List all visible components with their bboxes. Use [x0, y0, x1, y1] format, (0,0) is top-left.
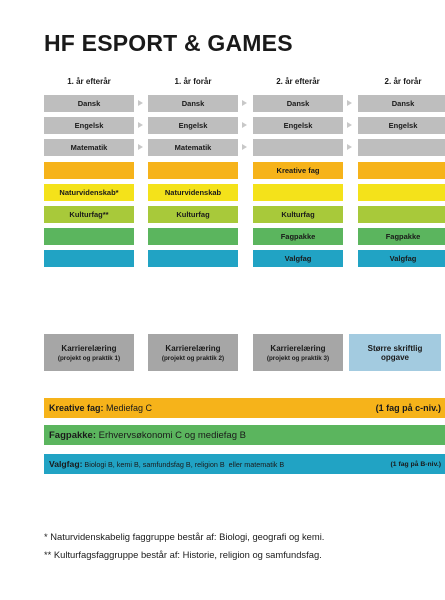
- column-header-3: 2. år efterår: [276, 77, 320, 86]
- cell-kulturfag-col4: [358, 206, 445, 223]
- arrow-icon: [138, 100, 143, 106]
- karrierelaering-box-3: [253, 334, 343, 371]
- arrow-icon: [242, 189, 247, 195]
- arrow-icon: [347, 144, 352, 150]
- arrow-icon: [242, 255, 247, 261]
- cell-matematik-col1: Matematik: [44, 139, 134, 156]
- valgfag-text: Biologi B, kemi B, samfundsfag B, religion B eller matematik B: [82, 459, 285, 469]
- cell-engelsk-col4: Engelsk: [358, 117, 445, 134]
- kreative-fag-label: Kreative fag:: [49, 403, 104, 413]
- karrierelaering-box-2: [148, 334, 238, 371]
- cell-matematik-col4: [358, 139, 445, 156]
- arrow-icon: [347, 122, 352, 128]
- arrow-icon: [347, 167, 352, 173]
- cell-kreative-fag-col4: [358, 162, 445, 179]
- karriere-subtitle: (projekt og praktik 2): [161, 354, 225, 362]
- arrow-icon: [138, 211, 143, 217]
- arrow-icon: [242, 100, 247, 106]
- valgfag-label: Valgfag:: [49, 459, 83, 469]
- cell-kreative-fag-col1: [44, 162, 134, 179]
- cell-fagpakke-col4: Fagpakke: [358, 228, 445, 245]
- cell-dansk-col3: Dansk: [253, 95, 343, 112]
- cell-dansk-col4: Dansk: [358, 95, 445, 112]
- arrow-icon: [347, 100, 352, 106]
- cell-fagpakke-col1: [44, 228, 134, 245]
- arrow-icon: [138, 167, 143, 173]
- footnote-2: ** Kulturfagsfaggruppe består af: Historie, religion og samfundsfag.: [44, 549, 322, 560]
- cell-naturvidenskab-col3: [253, 184, 343, 201]
- cell-matematik-col2: Matematik: [148, 139, 238, 156]
- footnote-1: * Naturvidenskabelig faggruppe består af: Biologi, geografi og kemi.: [44, 531, 325, 542]
- kreative-fag-note: (1 fag på c-niv.): [375, 403, 441, 413]
- fagpakke-bar: [44, 425, 445, 445]
- karriere-title: Karrierelæring: [165, 343, 221, 353]
- arrow-icon: [347, 189, 352, 195]
- cell-dansk-col1: Dansk: [44, 95, 134, 112]
- cell-valgfag-col1: [44, 250, 134, 267]
- column-header-1: 1. år efterår: [67, 77, 111, 86]
- cell-kulturfag-col1: Kulturfag**: [44, 206, 134, 223]
- arrow-icon: [242, 167, 247, 173]
- valgfag-note: (1 fag på B-niv.): [390, 460, 441, 468]
- cell-fagpakke-col3: Fagpakke: [253, 228, 343, 245]
- kreative-fag-text: Mediefag C: [103, 403, 153, 413]
- fagpakke-label: Fagpakke:: [49, 429, 96, 441]
- arrow-icon: [138, 144, 143, 150]
- cell-fagpakke-col2: [148, 228, 238, 245]
- arrow-icon: [242, 144, 247, 150]
- cell-engelsk-col1: Engelsk: [44, 117, 134, 134]
- cell-valgfag-col2: [148, 250, 238, 267]
- arrow-icon: [138, 233, 143, 239]
- cell-kulturfag-col3: Kulturfag: [253, 206, 343, 223]
- column-header-4: 2. år forår: [384, 77, 422, 86]
- cell-dansk-col2: Dansk: [148, 95, 238, 112]
- cell-valgfag-col3: Valgfag: [253, 250, 343, 267]
- kreative-fag-bar: [44, 398, 445, 418]
- cell-naturvidenskab-col2: Naturvidenskab: [148, 184, 238, 201]
- valgfag-bar: [44, 454, 445, 474]
- arrow-icon: [242, 122, 247, 128]
- arrow-icon: [347, 255, 352, 261]
- cell-kreative-fag-col2: [148, 162, 238, 179]
- cell-engelsk-col2: Engelsk: [148, 117, 238, 134]
- karriere-title: Karrierelæring: [61, 343, 117, 353]
- cell-kreative-fag-col3: Kreative fag: [253, 162, 343, 179]
- cell-kulturfag-col2: Kulturfag: [148, 206, 238, 223]
- arrow-icon: [347, 233, 352, 239]
- cell-engelsk-col3: Engelsk: [253, 117, 343, 134]
- stoerre-skriftlig-opgave-box: [349, 334, 441, 371]
- arrow-icon: [138, 122, 143, 128]
- cell-valgfag-col4: Valgfag: [358, 250, 445, 267]
- karriere-subtitle: (projekt og praktik 1): [57, 354, 121, 362]
- column-header-2: 1. år forår: [174, 77, 212, 86]
- karriere-title: Karrierelæring: [270, 343, 326, 353]
- arrow-icon: [347, 211, 352, 217]
- karriere-title: Større skriftlig: [367, 343, 423, 353]
- karriere-subtitle: opgave: [380, 352, 409, 362]
- arrow-icon: [242, 211, 247, 217]
- arrow-icon: [138, 189, 143, 195]
- arrow-icon: [138, 255, 143, 261]
- karrierelaering-box-1: [44, 334, 134, 371]
- cell-naturvidenskab-col4: [358, 184, 445, 201]
- cell-matematik-col3: [253, 139, 343, 156]
- fagpakke-text: Erhvervsøkonomi C og mediefag B: [96, 429, 246, 441]
- page-title: HF ESPORT & GAMES: [44, 30, 293, 56]
- arrow-icon: [242, 233, 247, 239]
- cell-naturvidenskab-col1: Naturvidenskab*: [44, 184, 134, 201]
- karriere-subtitle: (projekt og praktik 3): [266, 354, 330, 362]
